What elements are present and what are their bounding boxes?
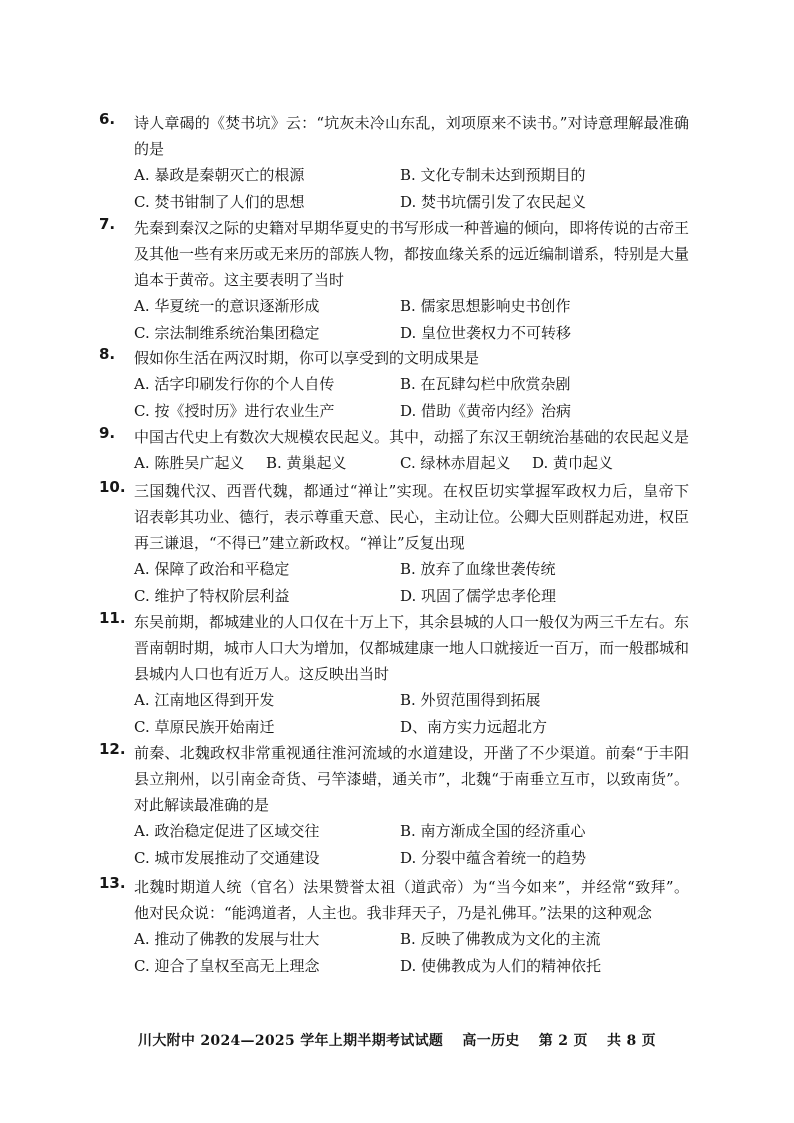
question-12 — [99, 740, 703, 872]
question-10 — [99, 478, 703, 610]
option-c: C. 按《授时历》进行农业生产 — [134, 402, 335, 420]
question-stem: 假如你生活在两汉时期，你可以享受到的文明成果是 — [134, 349, 480, 367]
option-a: A. 保障了政治和平稳定 — [134, 560, 290, 578]
option-b: B. 黄巢起义 — [266, 454, 347, 472]
question-number: 13. — [99, 874, 126, 892]
question-13 — [99, 874, 703, 980]
option-d: D. 皇位世袭权力不可转移 — [400, 324, 572, 342]
question-8 — [99, 345, 703, 425]
option-b: B. 反映了佛教成为文化的主流 — [400, 930, 601, 948]
question-7 — [99, 215, 703, 347]
option-d: D、南方实力远超北方 — [400, 718, 548, 736]
question-stem: 诗人章碣的《焚书坑》云：“坑灰未冷山东乱，刘项原来不读书。”对诗意理解最准确的是 — [134, 114, 689, 158]
option-a: A. 江南地区得到开发 — [134, 691, 275, 709]
option-c: C. 焚书钳制了人们的思想 — [134, 193, 305, 211]
question-stem: 北魏时期道人统（官名）法果赞誉太祖（道武帝）为“当今如来”，并经常“致拜”。他对民众说：“能鸿道者，人主也。我非拜天子，乃是礼佛耳。”法果的这种观念 — [134, 878, 689, 922]
option-c: C. 绿林赤眉起义 — [400, 454, 511, 472]
question-number: 6. — [99, 110, 116, 128]
option-b: B. 放弃了血缘世袭传统 — [400, 560, 556, 578]
option-a: A. 活字印刷发行你的个人自传 — [134, 375, 335, 393]
question-number: 12. — [99, 740, 126, 758]
option-c: C. 宗法制维系统治集团稳定 — [134, 324, 320, 342]
footer-page-number: 第 2 页 — [538, 1033, 588, 1049]
option-a: A. 政治稳定促进了区域交往 — [134, 822, 320, 840]
options — [134, 687, 689, 741]
option-d: D. 焚书坑儒引发了农民起义 — [400, 193, 587, 211]
question-number: 9. — [99, 424, 116, 442]
option-a: A. 推动了佛教的发展与壮大 — [134, 930, 320, 948]
option-a: A. 暴政是秦朝灭亡的根源 — [134, 166, 305, 184]
page-footer — [0, 1030, 794, 1050]
footer-subject: 高一历史 — [462, 1033, 520, 1049]
question-number: 11. — [99, 609, 126, 627]
question-9 — [99, 424, 703, 477]
option-c: C. 城市发展推动了交通建设 — [134, 849, 320, 867]
option-d: D. 黄巾起义 — [532, 454, 614, 472]
question-stem: 先秦到秦汉之际的史籍对早期华夏史的书写形成一种普遍的倾向，即将传说的古帝王及其他一些有来历或无来历的部族人物，都按血缘关系的远近编制谱系，特别是大量追本于黄帝。这主要表明了当时 — [134, 219, 690, 289]
option-d: D. 使佛教成为人们的精神依托 — [400, 957, 602, 975]
option-d: D. 分裂中蕴含着统一的趋势 — [400, 849, 587, 867]
option-b: B. 外贸范围得到拓展 — [400, 691, 541, 709]
option-c: C. 维护了特权阶层利益 — [134, 587, 290, 605]
options — [134, 450, 689, 477]
option-b: B. 文化专制未达到预期目的 — [400, 166, 586, 184]
option-a: A. 华夏统一的意识逐渐形成 — [134, 297, 320, 315]
option-d: D. 借助《黄帝内经》治病 — [400, 402, 572, 420]
option-b: B. 在瓦肆勾栏中欣赏杂剧 — [400, 375, 571, 393]
question-number: 7. — [99, 215, 116, 233]
question-stem: 东吴前期，都城建业的人口仅在十万上下，其余县城的人口一般仅为两三千左右。东晋南朝时期，城市人口大为增加，仅都城建康一地人口就接近一百万，而一般郡城和县城内人口也有近万人。这反映出当时 — [134, 613, 690, 683]
option-b: B. 儒家思想影响史书创作 — [400, 297, 571, 315]
option-c: C. 草原民族开始南迁 — [134, 718, 275, 736]
options — [134, 556, 689, 610]
question-6 — [99, 110, 703, 216]
option-d: D. 巩固了儒学忠孝伦理 — [400, 587, 557, 605]
question-stem: 三国魏代汉、西晋代魏，都通过“禅让”实现。在权臣切实掌握军政权力后，皇帝下诏表彰其功业、德行，表示尊重天意、民心，主动让位。公卿大臣则群起劝进，权臣再三谦退，“不得已”建立新政权。“禅让”反复出现 — [134, 482, 690, 552]
footer-school-exam: 川大附中 2024—2025 学年上期半期考试试题 — [138, 1033, 444, 1049]
options — [134, 162, 689, 216]
question-number: 10. — [99, 478, 126, 496]
option-a: A. 陈胜吴广起义 — [134, 454, 245, 472]
option-c: C. 迎合了皇权至高无上理念 — [134, 957, 320, 975]
question-stem: 中国古代史上有数次大规模农民起义。其中，动摇了东汉王朝统治基础的农民起义是 — [134, 428, 690, 446]
question-stem: 前秦、北魏政权非常重视通往淮河流域的水道建设，开凿了不少渠道。前秦“于丰阳县立荆州，以引南金奇货、弓竿漆蜡，通关市”，北魏“于南垂立互市，以致南货”。对此解读最准确的是 — [134, 744, 689, 814]
footer-total-pages: 共 8 页 — [606, 1033, 656, 1049]
options — [134, 818, 689, 872]
options — [134, 293, 689, 347]
question-number: 8. — [99, 345, 116, 363]
question-11 — [99, 609, 703, 741]
options — [134, 926, 689, 980]
option-b: B. 南方渐成全国的经济重心 — [400, 822, 586, 840]
options — [134, 371, 689, 425]
